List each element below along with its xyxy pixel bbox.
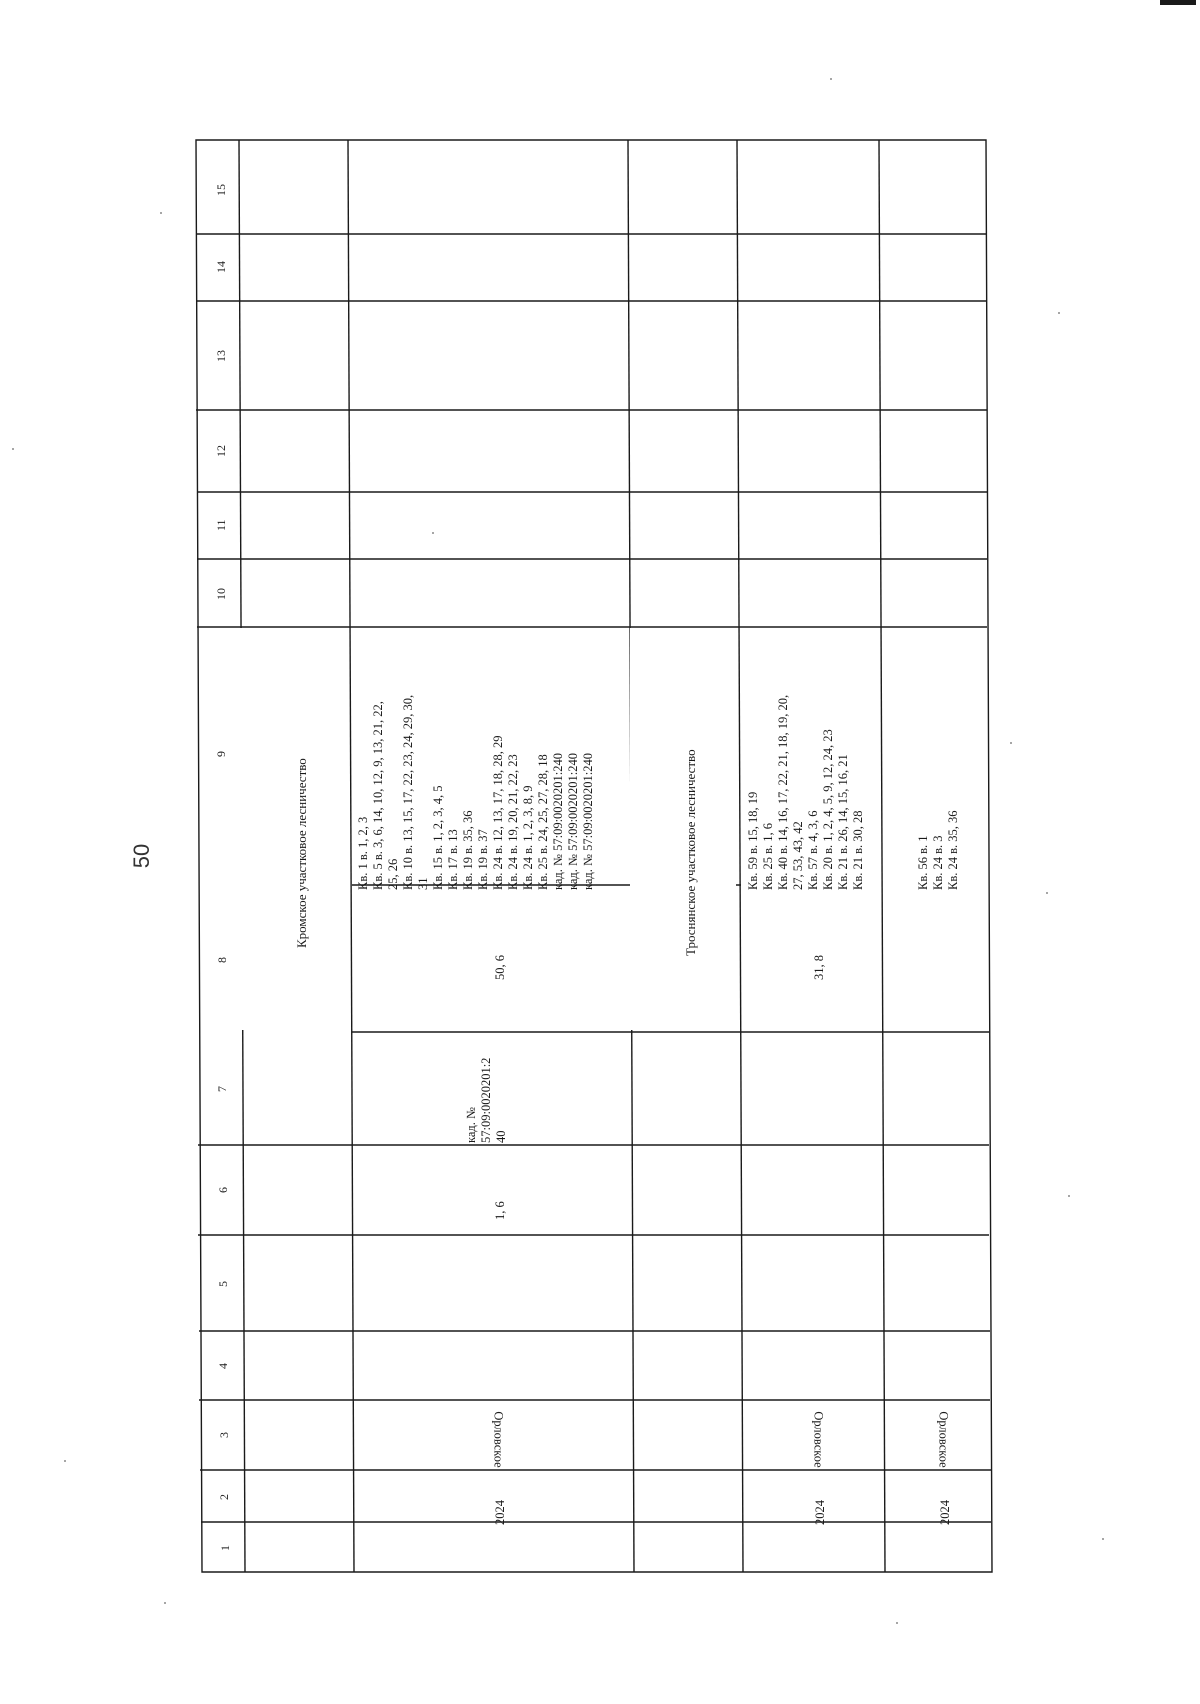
row-2-col9 [746, 695, 866, 890]
row-1-col9-line: Кв. 24 в. 19, 20, 21, 22, 23 [506, 754, 520, 890]
row-2-col9-line: Кв. 59 в. 15, 18, 19 [746, 791, 760, 890]
row-1-col8: 50, 6 [493, 955, 507, 980]
column-number-7: 7 [215, 1086, 229, 1092]
row-2-year: 2024 [813, 1500, 827, 1525]
row-1-district: Орловское [491, 1411, 506, 1468]
row-3-year: 2024 [938, 1500, 952, 1525]
column-number-5: 5 [216, 1281, 230, 1287]
scan-speck [12, 448, 14, 450]
row-2-col9-line: Кв. 20 в. 1, 2, 4, 5, 9, 12, 24, 23 [821, 729, 835, 890]
row-1-col9-line: Кв. 17 в. 13 [446, 829, 460, 890]
row-3-district: Орловское [936, 1411, 951, 1468]
row-1-col7-line: кад. № [464, 1107, 478, 1143]
grid-line [879, 140, 885, 1572]
row-2-district: Орловское [811, 1411, 826, 1468]
row-2-col9-line: Кв. 25 в. 1, 6 [761, 822, 775, 890]
scan-speck [1058, 312, 1060, 314]
row-2-col9-line: Кв. 21 в. 30, 28 [851, 810, 865, 890]
section-title-kromskoe: Кромское участковое лесничество [294, 758, 309, 948]
row-1-col9-line: 25, 26 [386, 858, 400, 890]
row-1-col9-line: Кв. 5 в. 3, 6, 14, 10, 12, 9, 13, 21, 22, [371, 701, 385, 890]
row-2-col9-line: Кв. 40 в. 14, 16, 17, 22, 21, 18, 19, 20, [776, 694, 790, 890]
row-2-col9-line: Кв. 57 в. 4, 3, 6 [806, 810, 820, 890]
scan-speck [1046, 892, 1048, 894]
column-number-14: 14 [214, 261, 228, 273]
section-title-trosnyanskoe: Троснянское участковое лесничество [683, 749, 698, 956]
row-1-col9-line: Кв. 24 в. 12, 13, 17, 18, 28, 29 [491, 735, 505, 890]
column-number-11: 11 [214, 519, 228, 531]
scan-speck [1068, 1195, 1070, 1197]
row-1-col7 [464, 1058, 509, 1143]
row-1-col9-line: кад. № 57:09:0020201:240 [581, 752, 595, 890]
column-number-13: 13 [214, 350, 228, 362]
row-1-col9-line: Кв. 19 в. 35, 36 [461, 810, 475, 890]
row-1-col9-line: кад. № 57:09:0020201:240 [551, 752, 565, 890]
column-number-1: 1 [218, 1545, 232, 1551]
row-1-col9-line: Кв. 24 в. 1, 2, 3, 8, 9 [521, 785, 535, 890]
column-number-3: 3 [217, 1432, 231, 1438]
column-number-12: 12 [214, 445, 228, 457]
row-2-col8: 31, 8 [812, 955, 826, 980]
scan-speck [160, 212, 162, 214]
column-number-6: 6 [216, 1187, 230, 1193]
row-3-col9-line: Кв. 24 в. 35, 36 [946, 810, 960, 890]
column-number-10: 10 [214, 588, 228, 600]
row-1-col9-line: Кв. 19 в. 37 [476, 829, 490, 890]
row-1-col9-line: 31 [416, 877, 430, 890]
row-2-col9-line: 27, 53, 43, 42 [791, 821, 805, 890]
scan-speck [1010, 742, 1012, 744]
row-1-col9-line: кад. № 57:09:0020201:240 [566, 752, 580, 890]
page-number: 50 [129, 843, 154, 869]
row-2-col9-line: Кв. 21 в. 26, 14, 15, 16, 21 [836, 754, 850, 890]
row-1-col9-line: Кв. 10 в. 13, 15, 17, 22, 23, 24, 29, 30, [401, 694, 415, 890]
row-3-col9-line: Кв. 56 в. 1 [916, 835, 930, 890]
row-1-col9-line: Кв. 1 в. 1, 2, 3 [356, 816, 370, 890]
row-1-year: 2024 [493, 1500, 507, 1525]
column-number-8: 8 [215, 957, 229, 963]
row-1-col7-line: 40 [494, 1130, 508, 1143]
column-number-15: 15 [214, 184, 228, 196]
row-1-col9 [356, 695, 596, 890]
scan-speck [164, 1602, 166, 1604]
scan-speck [432, 532, 434, 534]
row-1-col7-line: 57:09:0020201:2 [479, 1057, 493, 1143]
column-number-2: 2 [217, 1494, 231, 1500]
grid-line [737, 140, 743, 1572]
grid-line [348, 140, 354, 1572]
row-3-col9 [916, 810, 961, 890]
scan-speck [896, 1622, 898, 1624]
row-3-col9-line: Кв. 24 в. 3 [931, 835, 945, 890]
scan-speck [64, 1460, 66, 1462]
row-1-col6: 1, 6 [493, 1201, 507, 1220]
scan-speck [1102, 1538, 1104, 1540]
column-number-4: 4 [216, 1363, 230, 1369]
scan-speck [830, 78, 832, 80]
column-number-9: 9 [214, 751, 228, 757]
row-1-col9-line: Кв. 25 в. 24, 25, 27, 28, 18 [536, 754, 550, 890]
row-1-col9-line: Кв. 15 в. 1, 2, 3, 4, 5 [431, 785, 445, 890]
